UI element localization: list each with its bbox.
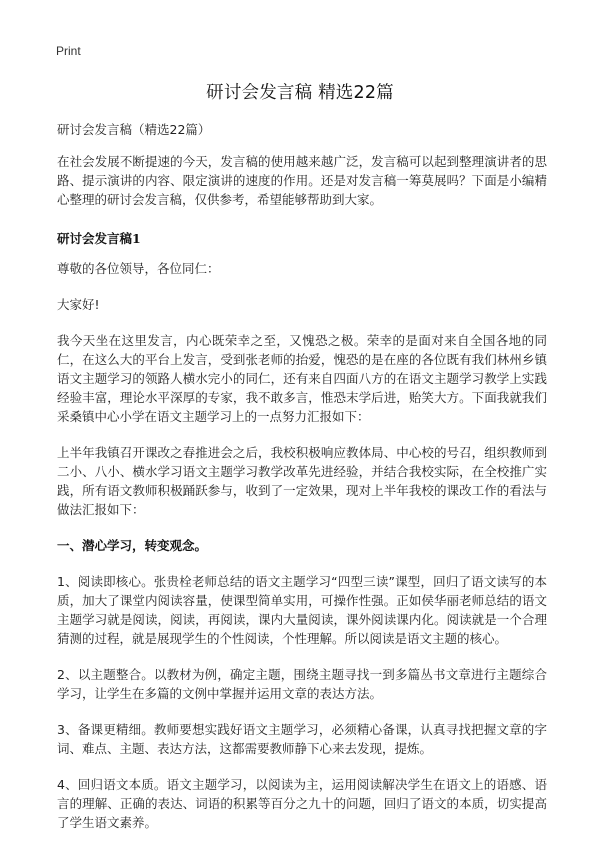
heading-1: 一、潜心学习，转变观念。: [57, 538, 208, 553]
intro-paragraph: 在社会发展不断提速的今天，发言稿的使用越来越广泛，发言稿可以起到整理演讲者的思路、提示演讲的内容、限定演讲的速度的作用。还是对发言稿一筹莫展吗？下面是小编精心整理的研讨会发言稿，仅供参考，希望能够帮助到大家。: [57, 154, 547, 207]
list-item-4: 4、回归语文本质。语文主题学习，以阅读为主，运用阅读解决学生在语文上的语感、语言的理解、正确的表达、词语的积累等百分之九十的问题，回归了语文的本质，切实提高了学生语文素养。: [57, 777, 547, 830]
list-item-2: 2、以主题整合。以教材为例，确定主题，围绕主题寻找一到多篇丛书文章进行主题综合学习，让学生在多篇的文例中掌握并运用文章的表达方法。: [57, 667, 547, 701]
document-body: [57, 120, 547, 849]
print-label: Print: [56, 44, 81, 58]
list-item-3: 3、备课更精细。教师要想实践好语文主题学习，必须精心备课，认真寻找把握文章的字词、难点、主题、表达方法，这都需要教师静下心来去发现，提炼。: [57, 722, 547, 756]
paragraph-2: 上半年我镇召开课改之春推进会之后，我校积极响应教体局、中心校的号召，组织教师到二小、八小、横水学习语文主题学习教学改革先进经验，并结合我校实际，在全校推广实践，所有语文教师积极踊跃参与，收到了一定效果，现对上半年我校的课改工作的看法与做法汇报如下：: [57, 445, 547, 517]
greeting: 尊敬的各位领导，各位同仁：: [57, 261, 220, 276]
document-title: 研讨会发言稿 精选22篇: [206, 83, 394, 103]
list-item-1: 1、阅读即核心。张贵栓老师总结的语文主题学习“四型三读”课型，回归了语文读写的本质，加大了课堂内阅读容量，使课型简单实用，可操作性强。正如侯华丽老师总结的语文主题学习就是阅读，阅读，再阅读，课内大量阅读，课外阅读课内化。阅读就是一个合理猜测的过程，就是展现学生的个性阅读，个性理解。所以阅读是语文主题的核心。: [57, 574, 547, 646]
paragraph-1: 我今天坐在这里发言，内心既荣幸之至，又愧恐之极。荣幸的是面对来自全国各地的同仁，在这么大的平台上发言，受到张老师的抬爱，愧恐的是在座的各位既有我们林州乡镇语文主题学习的领路人横水完小的同仁，还有来自四面八方的在语文主题学习教学上实践经验丰富，理论水平深厚的专家，我不敢多言，惟恐末学后进，贻笑大方。下面我就我们采桑镇中心小学在语文主题学习上的一点努力汇报如下：: [57, 333, 547, 424]
hello: 大家好!: [57, 297, 100, 312]
section-title: 研讨会发言稿1: [57, 231, 141, 246]
document-subtitle: 研讨会发言稿（精选22篇）: [57, 122, 211, 137]
